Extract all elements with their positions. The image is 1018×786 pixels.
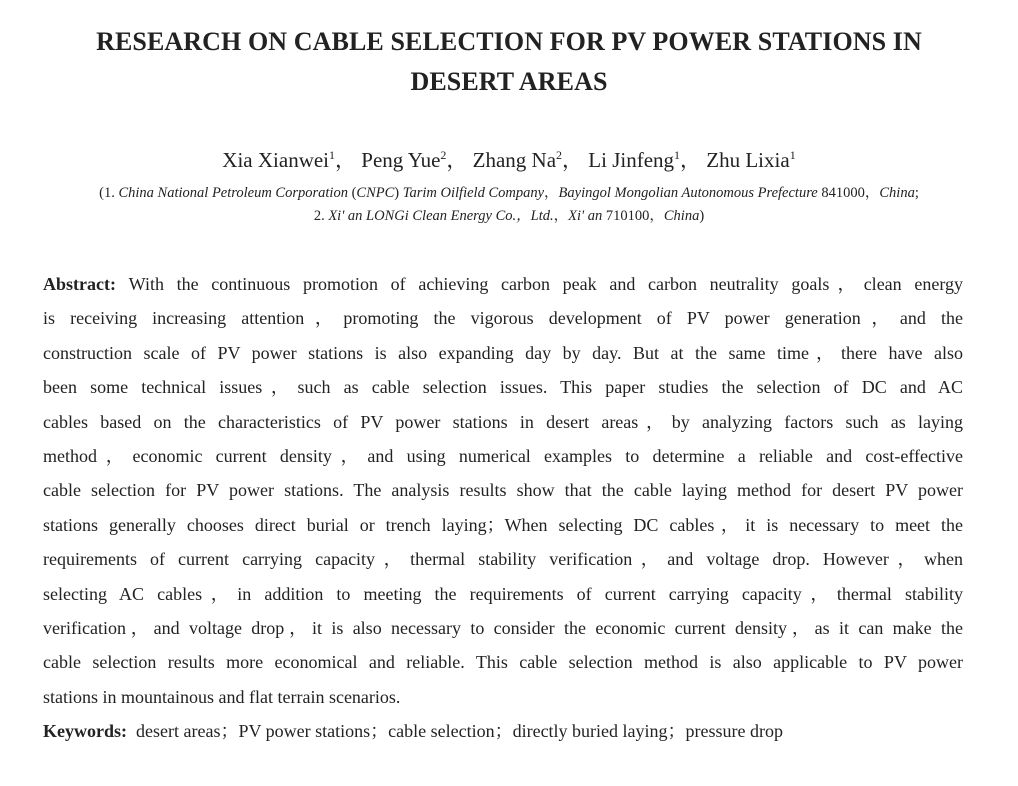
author-list [0, 146, 1018, 174]
keyword: pressure drop [685, 721, 784, 741]
abstract-line: verification，and voltage drop，it is also necessary to consider the economic current density，as it can make the [43, 618, 963, 639]
abstract-line: cable selection results more economical and reliable. This cable selection method is also applicable to PV power [43, 652, 963, 673]
title-line-1: RESEARCH ON CABLE SELECTION FOR PV POWER STATIONS IN [96, 27, 922, 56]
author: Zhu Lixia$^1$ [706, 148, 796, 172]
abstract-line: is receiving increasing attention，promoting the vigorous development of PV power generation，and the [43, 308, 963, 329]
abstract-line: construction scale of PV power stations is also expanding day by day. But at the same time，there have also [43, 342, 963, 363]
keyword: PV power stations； [238, 721, 389, 741]
abstract-line: stations generally chooses direct burial or trench laying；When selecting DC cables，it is necessary to meet the [43, 514, 963, 535]
author: Zhang Na$^2$ [472, 148, 563, 172]
keywords-label: Keywords: [43, 721, 127, 741]
paper-title [40, 22, 978, 102]
abstract-line: method，economic current density，and using numerical examples to determine a reliable and cost-effective [43, 446, 963, 467]
affiliation-2: 2. Xi' an LONGi Clean Energy Co.，Ltd.，Xi' an 710100，China) [313, 208, 705, 224]
author-separator: ， [446, 148, 468, 172]
abstract-line: cable selection for PV power stations. The analysis results show that the cable laying method for desert PV power [43, 480, 963, 501]
keywords [43, 714, 963, 748]
author-separator: ， [680, 148, 702, 172]
author-separator: ， [562, 148, 584, 172]
abstract-line: Abstract: With the continuous promotion of achieving carbon peak and carbon neutrality goals，clean energy [43, 274, 964, 294]
author: Xia Xianwei$^1$ [222, 148, 336, 172]
abstract-body [43, 267, 963, 714]
affiliation-1: (1. China National Petroleum Corporation (CNPC) Tarim Oilfield Company，Bayingol Mongolian Autonomous Prefecture 841000，China; [99, 185, 919, 201]
author-separator: ， [335, 148, 357, 172]
abstract-line: cables based on the characteristics of PV power stations in desert areas，by analyzing factors such as laying [43, 411, 963, 432]
keyword: directly buried laying； [512, 721, 686, 741]
author: Peng Yue$^2$ [361, 148, 447, 172]
abstract-label: Abstract: [43, 274, 116, 294]
abstract-line: requirements of current carrying capacity，thermal stability verification，and voltage drop. However，when [43, 549, 963, 570]
keyword: desert areas； [136, 721, 239, 741]
abstract-line: selecting AC cables，in addition to meeting the requirements of current carrying capacity，thermal stability [43, 583, 963, 604]
abstract-line: been some technical issues，such as cable selection issues. This paper studies the selection of DC and AC [43, 377, 963, 398]
title-line-2: DESERT AREAS [410, 67, 608, 96]
abstract-line: stations in mountainous and flat terrain scenarios. [43, 686, 401, 707]
author: Li Jinfeng$^1$ [588, 148, 681, 172]
keyword: cable selection； [388, 721, 513, 741]
